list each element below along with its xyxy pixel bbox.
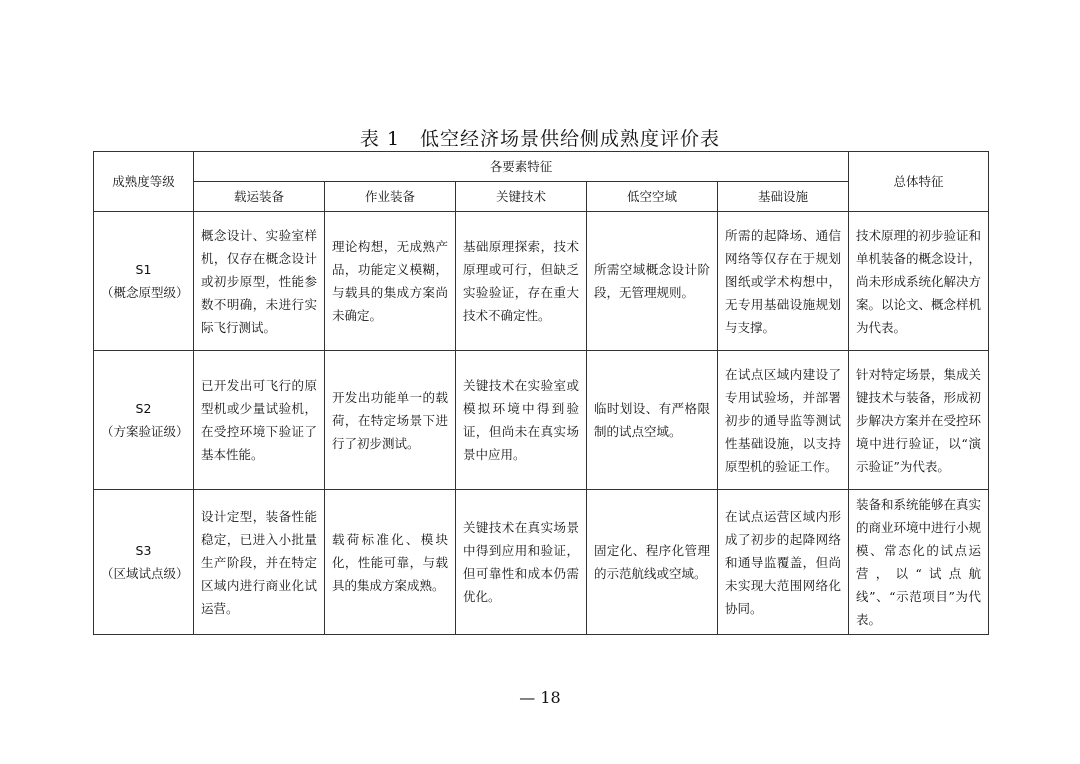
cell-key-tech: 关键技术在真实场景中得到应用和验证，但可靠性和成本仍需优化。 bbox=[456, 490, 587, 635]
header-col-infrastructure: 基础设施 bbox=[718, 182, 849, 212]
cell-overall: 装备和系统能够在真实的商业环境中进行小规模、常态化的试点运营，以“试点航线”、“示范项目”为代表。 bbox=[849, 490, 989, 635]
header-group: 各要素特征 bbox=[194, 152, 849, 182]
cell-airspace: 临时划设、有严格限制的试点空域。 bbox=[587, 351, 718, 490]
cell-infrastructure: 在试点区域内建设了专用试验场，并部署初步的通导监等测试性基础设施，以支持原型机的验证工作。 bbox=[718, 351, 849, 490]
header-col-key-tech: 关键技术 bbox=[456, 182, 587, 212]
cell-payload: 理论构想，无成熟产品，功能定义模糊，与载具的集成方案尚未确定。 bbox=[325, 212, 456, 351]
level-name: （区域试点级） bbox=[101, 566, 189, 581]
cell-infrastructure: 在试点运营区域内形成了初步的起降网络和通导监覆盖，但尚未实现大范围网络化协同。 bbox=[718, 490, 849, 635]
level-cell bbox=[94, 212, 194, 351]
cell-payload: 载荷标准化、模块化，性能可靠，与载具的集成方案成熟。 bbox=[325, 490, 456, 635]
cell-carrier: 概念设计、实验室样机，仅存在概念设计或初步原型，性能参数不明确，未进行实际飞行测试。 bbox=[194, 212, 325, 351]
cell-overall: 针对特定场景，集成关键技术与装备，形成初步解决方案并在受控环境中进行验证，以“演示验证”为代表。 bbox=[849, 351, 989, 490]
cell-infrastructure: 所需的起降场、通信网络等仅存在于规划图纸或学术构想中，无专用基础设施规划与支撑。 bbox=[718, 212, 849, 351]
level-code: S2 bbox=[135, 401, 152, 416]
cell-carrier: 已开发出可飞行的原型机或少量试验机，在受控环境下验证了基本性能。 bbox=[194, 351, 325, 490]
page-number: — 18 bbox=[519, 688, 561, 707]
maturity-evaluation-table bbox=[93, 151, 989, 635]
header-col-airspace: 低空空域 bbox=[587, 182, 718, 212]
level-name: （概念原型级） bbox=[101, 285, 189, 300]
cell-overall: 技术原理的初步验证和单机装备的概念设计，尚未形成系统化解决方案。以论文、概念样机为代表。 bbox=[849, 212, 989, 351]
cell-payload: 开发出功能单一的载荷，在特定场景下进行了初步测试。 bbox=[325, 351, 456, 490]
header-col-carrier: 载运装备 bbox=[194, 182, 325, 212]
table-row bbox=[94, 490, 989, 635]
level-cell bbox=[94, 351, 194, 490]
cell-airspace: 固定化、程序化管理的示范航线或空域。 bbox=[587, 490, 718, 635]
table-row bbox=[94, 212, 989, 351]
header-overall: 总体特征 bbox=[849, 152, 989, 212]
level-cell bbox=[94, 490, 194, 635]
cell-airspace: 所需空域概念设计阶段，无管理规则。 bbox=[587, 212, 718, 351]
header-level: 成熟度等级 bbox=[94, 152, 194, 212]
header-col-payload: 作业装备 bbox=[325, 182, 456, 212]
cell-carrier: 设计定型，装备性能稳定，已进入小批量生产阶段，并在特定区域内进行商业化试运营。 bbox=[194, 490, 325, 635]
table-row bbox=[94, 351, 989, 490]
cell-key-tech: 基础原理探索，技术原理或可行，但缺乏实验验证，存在重大技术不确定性。 bbox=[456, 212, 587, 351]
level-name: （方案验证级） bbox=[101, 424, 189, 439]
table-title: 表 1 低空经济场景供给侧成熟度评价表 bbox=[359, 128, 721, 150]
level-code: S3 bbox=[135, 543, 152, 558]
cell-key-tech: 关键技术在实验室或模拟环境中得到验证，但尚未在真实场景中应用。 bbox=[456, 351, 587, 490]
level-code: S1 bbox=[135, 262, 152, 277]
